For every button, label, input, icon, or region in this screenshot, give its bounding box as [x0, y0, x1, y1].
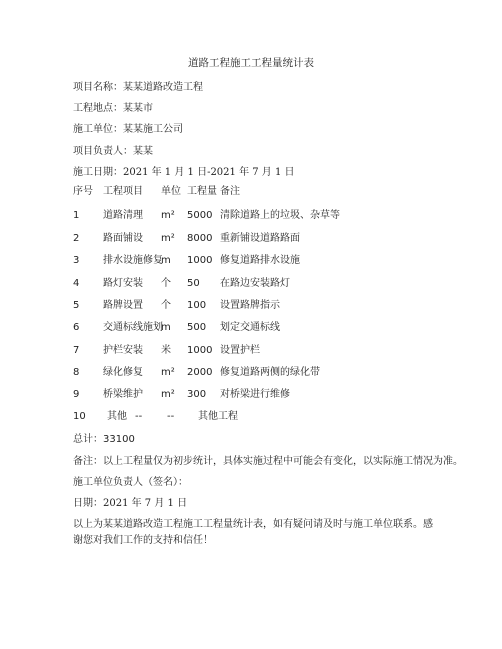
row-note: 设置护栏: [220, 345, 260, 356]
table-row: [73, 321, 453, 335]
row-quantity: 1000: [187, 255, 213, 266]
row-quantity: 500: [187, 322, 207, 333]
row-item: 路面铺设: [103, 233, 143, 244]
table-header-row: [73, 185, 453, 199]
row-unit: m²: [161, 210, 175, 221]
row-item: 桥梁维护: [103, 389, 143, 400]
row-quantity: 8000: [187, 233, 213, 244]
row-item: 护栏安装: [103, 345, 143, 356]
header-note: 备注: [220, 186, 240, 197]
header-unit: 单位: [161, 186, 181, 197]
row-item: 绿化修复: [103, 367, 143, 378]
table-row: [73, 410, 453, 424]
row-unit: m²: [161, 367, 175, 378]
date-line: 日期：2021 年 7 月 1 日: [73, 498, 188, 509]
row-unit: m²: [161, 233, 175, 244]
row-index: 4: [73, 278, 80, 289]
table-row: [73, 209, 453, 223]
table-row: [73, 232, 453, 246]
row-quantity: 300: [187, 389, 207, 400]
table-row: [73, 366, 453, 380]
remark-line: 备注：以上工程量仅为初步统计，具体实施过程中可能会有变化，以实际施工情况为准。: [73, 456, 463, 467]
document-title: 道路工程施工工程量统计表: [188, 57, 314, 69]
row-note: 重新铺设道路路面: [220, 233, 300, 244]
row-note: 在路边安装路灯: [220, 278, 290, 289]
row-item: 其他: [107, 411, 127, 422]
row-index: 6: [73, 322, 80, 333]
row-index: 3: [73, 255, 80, 266]
signature-line: 施工单位负责人（签名）：: [73, 477, 188, 488]
row-item: 道路清理: [103, 210, 143, 221]
row-quantity: 2000: [187, 367, 213, 378]
row-unit: m: [161, 255, 171, 266]
project-location-line: 工程地点：某某市: [73, 103, 153, 114]
row-index: 9: [73, 389, 80, 400]
total-line: 总计：33100: [73, 434, 135, 445]
project-manager-line: 项目负责人：某某: [73, 146, 153, 157]
row-index: 1: [73, 210, 80, 221]
row-quantity: 5000: [187, 210, 213, 221]
header-quantity: 工程量: [187, 186, 217, 197]
row-unit: 米: [161, 345, 171, 356]
row-quantity: 1000: [187, 345, 213, 356]
row-note: 划定交通标线: [220, 322, 280, 333]
table-row: [73, 254, 453, 268]
row-note: 其他工程: [198, 411, 238, 422]
row-index: 5: [73, 300, 80, 311]
project-name-line: 项目名称：某某道路改造工程: [73, 82, 203, 93]
table-row: [73, 277, 453, 291]
row-item: 路牌设置: [103, 300, 143, 311]
table-row: [73, 299, 453, 313]
row-note: 清除道路上的垃圾、杂草等: [220, 210, 340, 221]
row-item: 交通标线施划: [103, 322, 163, 333]
row-unit: 个: [161, 300, 171, 311]
row-index: 2: [73, 233, 80, 244]
row-index: 10: [73, 411, 86, 422]
header-index: 序号: [73, 186, 93, 197]
row-unit: m: [161, 322, 171, 333]
row-unit: m²: [161, 389, 175, 400]
row-index: 7: [73, 345, 80, 356]
row-index: 8: [73, 367, 80, 378]
row-unit: --: [135, 411, 143, 422]
table-row: [73, 388, 453, 402]
row-note: 修复道路排水设施: [220, 255, 300, 266]
header-item: 工程项目: [103, 186, 143, 197]
row-quantity: 100: [187, 300, 207, 311]
row-unit: 个: [161, 278, 171, 289]
row-item: 路灯安装: [103, 278, 143, 289]
table-row: [73, 344, 453, 358]
closing-paragraph: 以上为某某道路改造工程施工工程量统计表，如有疑问请及时与施工单位联系。感谢您对我们工作的支持和信任！: [73, 519, 433, 546]
construction-date-line: 施工日期：2021 年 1 月 1 日-2021 年 7 月 1 日: [73, 167, 295, 178]
row-note: 修复道路两侧的绿化带: [220, 367, 320, 378]
row-item: 排水设施修复: [103, 255, 163, 266]
row-note: 设置路牌指示: [220, 300, 280, 311]
construction-unit-line: 施工单位：某某施工公司: [73, 124, 183, 135]
row-note: 对桥梁进行维修: [220, 389, 290, 400]
row-quantity: --: [167, 411, 175, 422]
row-quantity: 50: [187, 278, 200, 289]
